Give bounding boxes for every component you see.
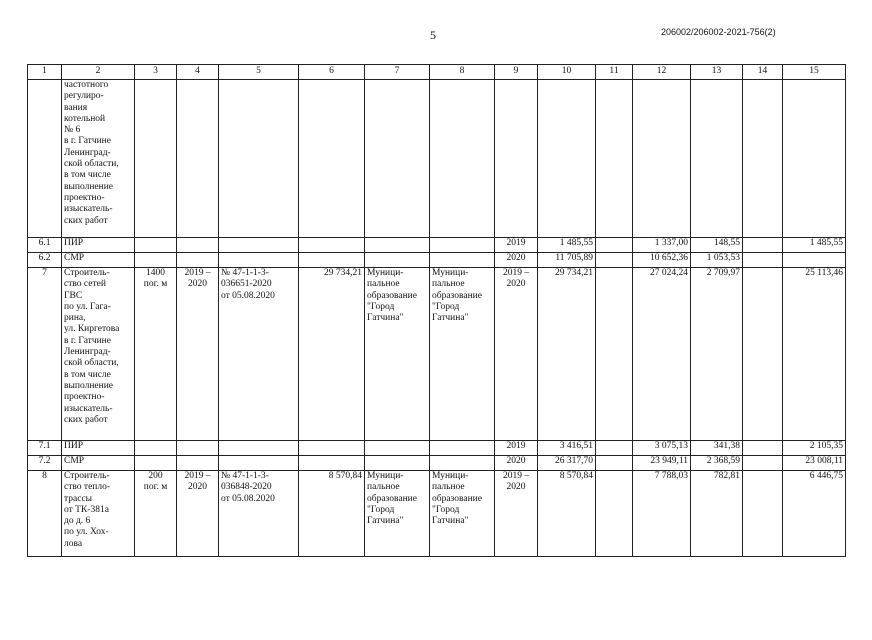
table-cell: № 47-1-1-3- 036651-2020 от 05.08.2020 xyxy=(219,268,299,441)
table-cell xyxy=(743,268,783,441)
table-row xyxy=(28,238,846,253)
table-cell: 8 xyxy=(28,471,62,557)
table-cell xyxy=(538,80,596,238)
table-cell: 6 446,75 xyxy=(783,471,846,557)
column-header: 5 xyxy=(219,65,299,80)
table-cell: 25 113,46 xyxy=(783,268,846,441)
table-cell: 29 734,21 xyxy=(299,268,365,441)
column-header: 8 xyxy=(430,65,495,80)
table-row xyxy=(28,441,846,456)
table-cell: 341,38 xyxy=(691,441,743,456)
table-cell xyxy=(135,80,177,238)
table-cell xyxy=(135,238,177,253)
table-cell: СМР xyxy=(62,253,135,268)
table-cell xyxy=(596,80,633,238)
column-header: 12 xyxy=(633,65,691,80)
table-cell: 27 024,24 xyxy=(633,268,691,441)
table-cell xyxy=(365,80,430,238)
table-cell xyxy=(596,253,633,268)
table-cell xyxy=(365,238,430,253)
table-cell: 8 570,84 xyxy=(299,471,365,557)
table-cell: 2019 xyxy=(495,238,538,253)
table-cell xyxy=(299,441,365,456)
table-cell xyxy=(299,238,365,253)
table-row xyxy=(28,253,846,268)
table-cell xyxy=(365,456,430,471)
table-cell: ПИР xyxy=(62,238,135,253)
table-cell: 7 xyxy=(28,268,62,441)
table-cell xyxy=(783,253,846,268)
table-cell xyxy=(219,238,299,253)
table-cell: Строитель- ство тепло- трассы от ТК-381а до д. 6 по ул. Хох- лова xyxy=(62,471,135,557)
table-cell: 1 053,53 xyxy=(691,253,743,268)
table-row xyxy=(28,471,846,557)
table-cell: 1 337,00 xyxy=(633,238,691,253)
table-cell: 2 709,97 xyxy=(691,268,743,441)
table-cell xyxy=(743,80,783,238)
table-cell xyxy=(430,456,495,471)
table-cell: 2020 xyxy=(495,253,538,268)
column-header: 15 xyxy=(783,65,846,80)
table-cell: 2020 xyxy=(495,456,538,471)
column-header: 14 xyxy=(743,65,783,80)
table-cell xyxy=(596,471,633,557)
table-cell: 7.2 xyxy=(28,456,62,471)
table-header-row xyxy=(28,65,846,80)
table-cell: Муници- пальное образование "Город Гатчина" xyxy=(365,471,430,557)
table-cell xyxy=(596,238,633,253)
table-cell xyxy=(596,268,633,441)
table-cell: 23 008,11 xyxy=(783,456,846,471)
table-cell: 200 пог. м xyxy=(135,471,177,557)
table-cell xyxy=(430,441,495,456)
table-cell: Строитель- ство сетей ГВС по ул. Гага- рина, ул. Киргетова в г. Гатчине Ленинград- ской области, в том числе выполнение проектно- изыскатель- ских работ xyxy=(62,268,135,441)
table-cell xyxy=(743,238,783,253)
table-cell xyxy=(596,441,633,456)
table-cell xyxy=(219,253,299,268)
table-cell xyxy=(135,441,177,456)
table-cell: частотного регулиро- вания котельной № 6 в г. Гатчине Ленинград- ской области, в том числе выполнение проектно- изыскатель- ских работ xyxy=(62,80,135,238)
table-cell xyxy=(430,253,495,268)
table-cell xyxy=(219,80,299,238)
table-cell xyxy=(177,80,219,238)
table-cell xyxy=(177,456,219,471)
table-cell: 3 416,51 xyxy=(538,441,596,456)
table-cell: СМР xyxy=(62,456,135,471)
table-cell: 3 075,13 xyxy=(633,441,691,456)
table-cell xyxy=(135,456,177,471)
table-cell xyxy=(135,253,177,268)
table-cell: 2 368,59 xyxy=(691,456,743,471)
table-cell xyxy=(743,253,783,268)
table-cell: 6.1 xyxy=(28,238,62,253)
table-cell xyxy=(177,253,219,268)
table-cell xyxy=(365,253,430,268)
table-row xyxy=(28,268,846,441)
table-cell xyxy=(28,80,62,238)
table-cell xyxy=(299,456,365,471)
column-header: 10 xyxy=(538,65,596,80)
table-row xyxy=(28,456,846,471)
table-cell: 7 788,03 xyxy=(633,471,691,557)
column-header: 7 xyxy=(365,65,430,80)
table-cell xyxy=(691,80,743,238)
table-cell: № 47-1-1-3- 036848-2020 от 05.08.2020 xyxy=(219,471,299,557)
table-cell: Муници- пальное образование "Город Гатчина" xyxy=(430,471,495,557)
table-cell xyxy=(365,441,430,456)
table-cell: 782,81 xyxy=(691,471,743,557)
column-header: 3 xyxy=(135,65,177,80)
column-header: 1 xyxy=(28,65,62,80)
table-cell xyxy=(430,80,495,238)
table-cell: 23 949,11 xyxy=(633,456,691,471)
table-cell: 1400 пог. м xyxy=(135,268,177,441)
column-header: 6 xyxy=(299,65,365,80)
table-cell: Муници- пальное образование "Город Гатчина" xyxy=(430,268,495,441)
register-table xyxy=(27,64,846,557)
table-cell xyxy=(596,456,633,471)
table-cell: Муници- пальное образование "Город Гатчина" xyxy=(365,268,430,441)
table-cell: 148,55 xyxy=(691,238,743,253)
table-cell: 1 485,55 xyxy=(538,238,596,253)
table-cell: 2019 xyxy=(495,441,538,456)
table-cell xyxy=(219,456,299,471)
table-cell xyxy=(633,80,691,238)
column-header: 13 xyxy=(691,65,743,80)
document-code: 206002/206002-2021-756(2) xyxy=(661,27,776,37)
table-cell xyxy=(430,238,495,253)
column-header: 11 xyxy=(596,65,633,80)
table-cell: 8 570,84 xyxy=(538,471,596,557)
table-cell xyxy=(177,441,219,456)
table-cell: 2019 – 2020 xyxy=(177,268,219,441)
table-cell: 2019 – 2020 xyxy=(495,471,538,557)
table-cell xyxy=(743,456,783,471)
table-cell xyxy=(299,253,365,268)
table-cell: 7.1 xyxy=(28,441,62,456)
table-cell: 2 105,35 xyxy=(783,441,846,456)
table-cell: 29 734,21 xyxy=(538,268,596,441)
table-cell xyxy=(177,238,219,253)
table-cell xyxy=(783,80,846,238)
table-cell: 2019 – 2020 xyxy=(495,268,538,441)
table-cell xyxy=(743,441,783,456)
table-cell: ПИР xyxy=(62,441,135,456)
table-cell xyxy=(495,80,538,238)
column-header: 2 xyxy=(62,65,135,80)
table-row xyxy=(28,80,846,238)
column-header: 4 xyxy=(177,65,219,80)
table-cell: 2019 – 2020 xyxy=(177,471,219,557)
table-cell: 26 317,70 xyxy=(538,456,596,471)
table-cell: 11 705,89 xyxy=(538,253,596,268)
table-cell: 6.2 xyxy=(28,253,62,268)
column-header: 9 xyxy=(495,65,538,80)
table-cell: 1 485,55 xyxy=(783,238,846,253)
table-cell xyxy=(219,441,299,456)
table-cell xyxy=(743,471,783,557)
table-cell xyxy=(299,80,365,238)
page-number: 5 xyxy=(430,28,436,42)
table-cell: 10 652,36 xyxy=(633,253,691,268)
